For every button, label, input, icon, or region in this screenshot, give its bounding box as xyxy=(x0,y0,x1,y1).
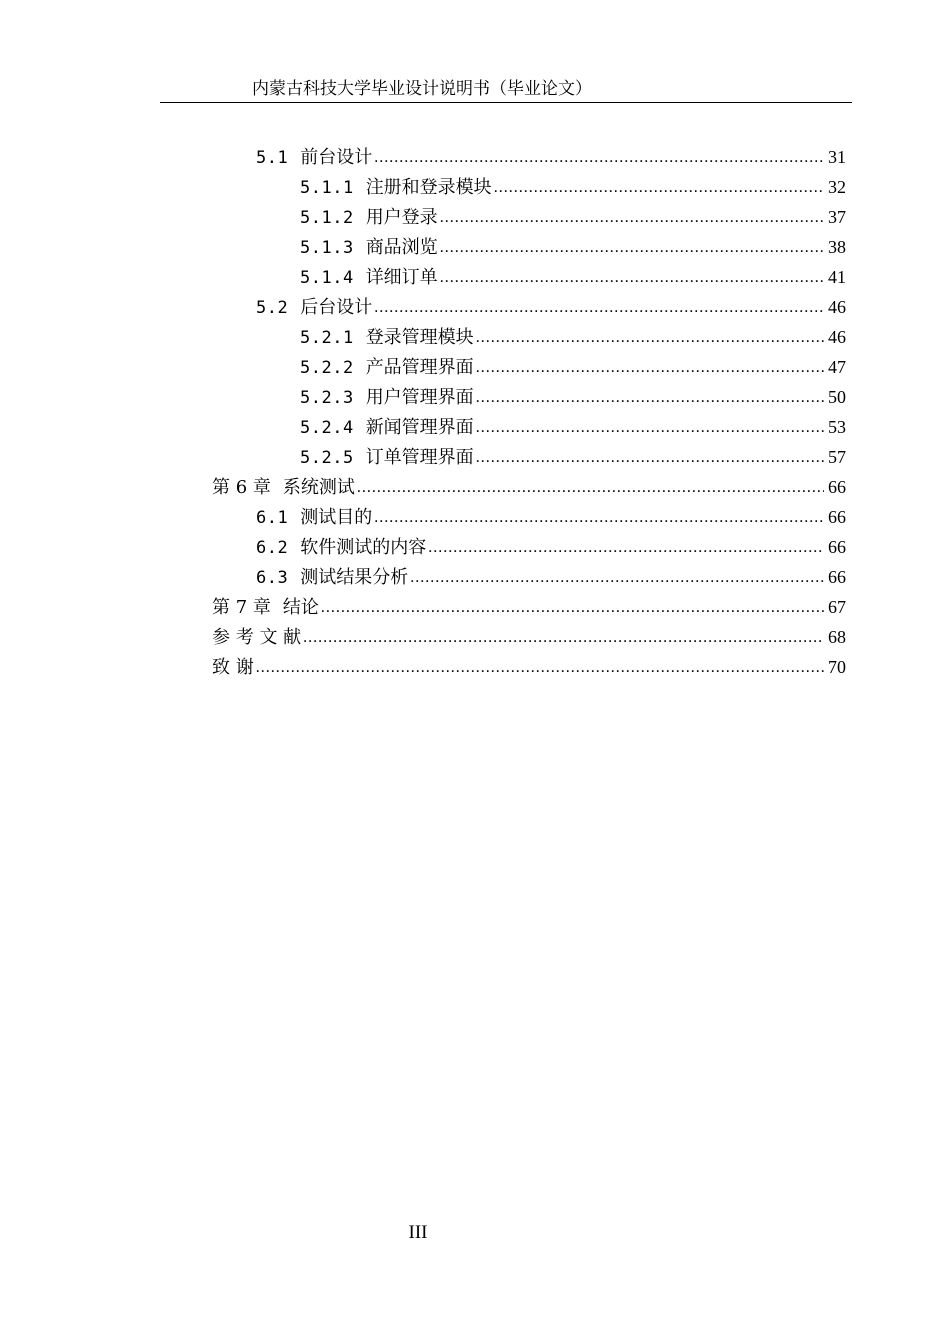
toc-entry-number: 5.2.4 xyxy=(300,418,354,438)
toc-entry-page: 47 xyxy=(828,357,846,377)
toc-entry-title: 产品管理界面 xyxy=(365,357,474,378)
toc-entry-page: 66 xyxy=(828,477,846,497)
toc-entry-page: 37 xyxy=(828,207,846,227)
toc-entry-title: 前台设计 xyxy=(300,147,373,168)
toc-dot-leader xyxy=(374,142,824,173)
toc-dot-leader xyxy=(476,322,824,353)
running-header xyxy=(160,78,852,103)
toc-entry-page: 66 xyxy=(828,537,846,557)
toc-entry[interactable] xyxy=(212,172,846,202)
toc-entry-page: 41 xyxy=(828,267,846,287)
toc-entry-title: 用户登录 xyxy=(365,207,438,228)
toc-entry-title: 致 谢 xyxy=(212,657,254,678)
toc-entry-page: 68 xyxy=(828,627,846,647)
toc-dot-leader xyxy=(476,352,824,383)
page-number: III xyxy=(408,1222,428,1243)
toc-entry-page: 46 xyxy=(828,327,846,347)
toc-dot-leader xyxy=(321,592,824,623)
toc-entry-title: 订单管理界面 xyxy=(365,447,474,468)
toc-entry-page: 38 xyxy=(828,237,846,257)
toc-entry[interactable] xyxy=(212,532,846,562)
toc-entry[interactable] xyxy=(212,562,846,592)
toc-entry-number: 5.2.3 xyxy=(300,388,354,408)
toc-entry-title: 软件测试的内容 xyxy=(300,537,427,558)
toc-entry-references[interactable] xyxy=(212,622,846,652)
toc-entry-number: 5.2.5 xyxy=(300,448,354,468)
toc-entry[interactable] xyxy=(212,382,846,412)
toc-entry-number: 6.2 xyxy=(256,538,289,558)
toc-entry-page: 46 xyxy=(828,297,846,317)
toc-entry-number: 5.1.2 xyxy=(300,208,354,228)
table-of-contents xyxy=(212,142,846,682)
toc-entry-title: 系统测试 xyxy=(282,477,355,498)
toc-entry-page: 70 xyxy=(828,657,846,677)
toc-entry-number: 5.1.3 xyxy=(300,238,354,258)
toc-entry-number: 5.2.2 xyxy=(300,358,354,378)
toc-entry-number: 5.1.1 xyxy=(300,178,354,198)
toc-entry-number: 第 6 章 xyxy=(212,477,271,498)
toc-entry[interactable] xyxy=(212,442,846,472)
toc-entry-number: 6.3 xyxy=(256,568,289,588)
toc-entry-title: 后台设计 xyxy=(300,297,373,318)
toc-entry-page: 57 xyxy=(828,447,846,467)
toc-entry-page: 32 xyxy=(828,177,846,197)
toc-entry[interactable] xyxy=(212,142,846,172)
toc-entry[interactable] xyxy=(212,502,846,532)
toc-dot-leader xyxy=(374,292,824,323)
toc-dot-leader xyxy=(494,172,824,203)
toc-dot-leader xyxy=(357,472,824,503)
toc-entry-number: 5.2 xyxy=(256,298,289,318)
toc-entry[interactable] xyxy=(212,322,846,352)
toc-entry-page: 53 xyxy=(828,417,846,437)
toc-dot-leader xyxy=(256,652,824,683)
toc-entry[interactable] xyxy=(212,232,846,262)
toc-entry-title: 测试结果分析 xyxy=(300,567,409,588)
toc-entry-title: 注册和登录模块 xyxy=(365,177,492,198)
toc-entry-page: 31 xyxy=(828,147,846,167)
toc-entry[interactable] xyxy=(212,412,846,442)
toc-dot-leader xyxy=(476,382,824,413)
toc-dot-leader xyxy=(476,442,824,473)
running-header-title: 内蒙古科技大学毕业设计说明书（毕业论文） xyxy=(252,79,592,99)
toc-entry-title: 测试目的 xyxy=(300,507,373,528)
toc-entry[interactable] xyxy=(212,352,846,382)
toc-entry-title: 详细订单 xyxy=(365,267,438,288)
toc-entry-title: 登录管理模块 xyxy=(365,327,474,348)
toc-entry[interactable] xyxy=(212,262,846,292)
toc-entry-number: 5.1 xyxy=(256,148,289,168)
toc-entry-page: 50 xyxy=(828,387,846,407)
toc-dot-leader xyxy=(476,412,824,443)
toc-dot-leader xyxy=(440,232,824,263)
toc-dot-leader xyxy=(374,502,824,533)
toc-entry-acknowledgements[interactable] xyxy=(212,652,846,682)
toc-entry-page: 66 xyxy=(828,567,846,587)
toc-entry-number: 5.1.4 xyxy=(300,268,354,288)
toc-entry-title: 用户管理界面 xyxy=(365,387,474,408)
toc-dot-leader xyxy=(410,562,824,593)
toc-entry[interactable] xyxy=(212,202,846,232)
toc-entry-title: 商品浏览 xyxy=(365,237,438,258)
toc-entry-page: 67 xyxy=(828,597,846,617)
toc-entry-chapter[interactable] xyxy=(212,592,846,622)
toc-entry[interactable] xyxy=(212,292,846,322)
toc-entry-number: 第 7 章 xyxy=(212,597,271,618)
toc-entry-chapter[interactable] xyxy=(212,472,846,502)
toc-entry-title: 新闻管理界面 xyxy=(365,417,474,438)
toc-entry-number: 5.2.1 xyxy=(300,328,354,348)
toc-entry-page: 66 xyxy=(828,507,846,527)
toc-dot-leader xyxy=(440,262,824,293)
toc-dot-leader xyxy=(303,622,824,653)
toc-dot-leader xyxy=(440,202,824,233)
toc-entry-title: 结论 xyxy=(282,597,319,618)
toc-entry-number: 6.1 xyxy=(256,508,289,528)
toc-entry-title: 参 考 文 献 xyxy=(212,627,302,648)
toc-dot-leader xyxy=(428,532,824,563)
